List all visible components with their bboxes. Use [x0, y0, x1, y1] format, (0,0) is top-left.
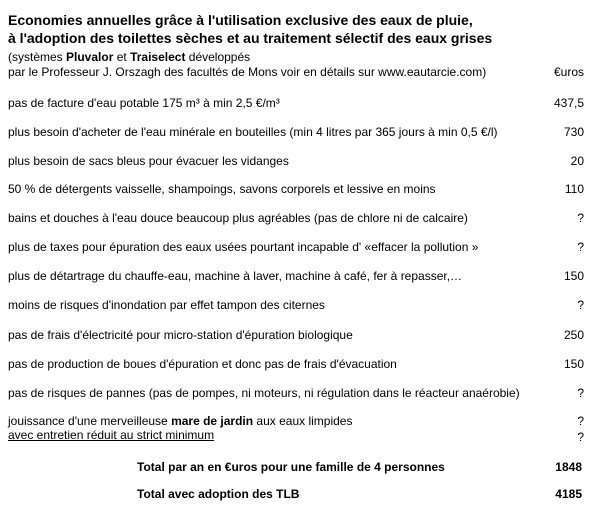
garden-line [8, 414, 352, 428]
row-label: plus besoin de sacs bleus pour évacuer les vidanges [8, 154, 289, 168]
row-value: 150 [563, 269, 584, 283]
garden-bold: mare de jardin [171, 414, 254, 428]
systems-prefix: (systèmes [8, 50, 67, 64]
systems-mid: et [113, 50, 131, 64]
row-label: plus de taxes pour épuration des eaux usées pourtant incapable d' «effacer la pollution » [8, 240, 479, 254]
total-label: Total avec adoption des TLB [137, 487, 300, 501]
systems-line [8, 50, 250, 64]
system-pluvalor: Pluvalor [66, 50, 114, 64]
row-label: pas de risques de pannes (pas de pompes, ni moteurs, ni régulation dans le réacteur anaérobie) [8, 386, 520, 400]
row-value: ? [577, 240, 584, 254]
row-value: 730 [563, 125, 584, 139]
systems-suffix: développés [185, 50, 251, 64]
row-value: ? [577, 386, 584, 400]
garden-maintenance: avec entretien réduit au strict minimum [8, 428, 215, 442]
garden-value-1: ? [577, 414, 584, 428]
row-value: 20 [570, 154, 584, 168]
total-value: 1848 [555, 460, 582, 474]
row-label: pas de facture d'eau potable 175 m³ à min 2,5 €/m³ [8, 96, 280, 110]
row-value: ? [577, 211, 584, 225]
row-value: 437,5 [553, 96, 584, 110]
row-value: ? [577, 298, 584, 312]
row-value: 250 [563, 328, 584, 342]
title-line-2: à l'adoption des toilettes sèches et au traitement sélectif des eaux grises [8, 30, 493, 46]
row-label: pas de frais d'électricité pour micro-station d'épuration biologique [8, 328, 353, 342]
row-label: pas de production de boues d'épuration et donc pas de frais d'évacuation [8, 357, 397, 371]
currency-header: €uros [553, 65, 584, 79]
row-label: 50 % de détergents vaisselle, shampoings, savons corporels et lessive en moins [8, 182, 436, 196]
row-label: moins de risques d'inondation par effet tampon des citernes [8, 298, 325, 312]
title-line-1: Economies annuelles grâce à l'utilisation exclusive des eaux de pluie, [8, 12, 473, 28]
garden-value-2: ? [577, 430, 584, 444]
row-label: bains et douches à l'eau douce beaucoup plus agréables (pas de chlore ni de calcaire) [8, 211, 468, 225]
system-traiselect: Traiselect [130, 50, 186, 64]
total-label: Total par an en €uros pour une famille de 4 personnes [137, 460, 445, 474]
row-label: plus besoin d'acheter de l'eau minérale en bouteilles (min 4 litres par 365 jours à min 0,5 €/l) [8, 125, 498, 139]
row-value: 150 [563, 357, 584, 371]
row-label: plus de détartrage du chauffe-eau, machine à laver, machine à café, fer à repasser,… [8, 269, 463, 283]
garden-suffix: aux eaux limpides [253, 414, 353, 428]
reference-line: par le Professeur J. Orszagh des facultés de Mons voir en détails sur www.eautarcie.com) [8, 65, 487, 79]
garden-prefix: jouissance d'une merveilleuse [8, 414, 172, 428]
total-value: 4185 [555, 487, 582, 501]
row-value: 110 [564, 182, 584, 196]
